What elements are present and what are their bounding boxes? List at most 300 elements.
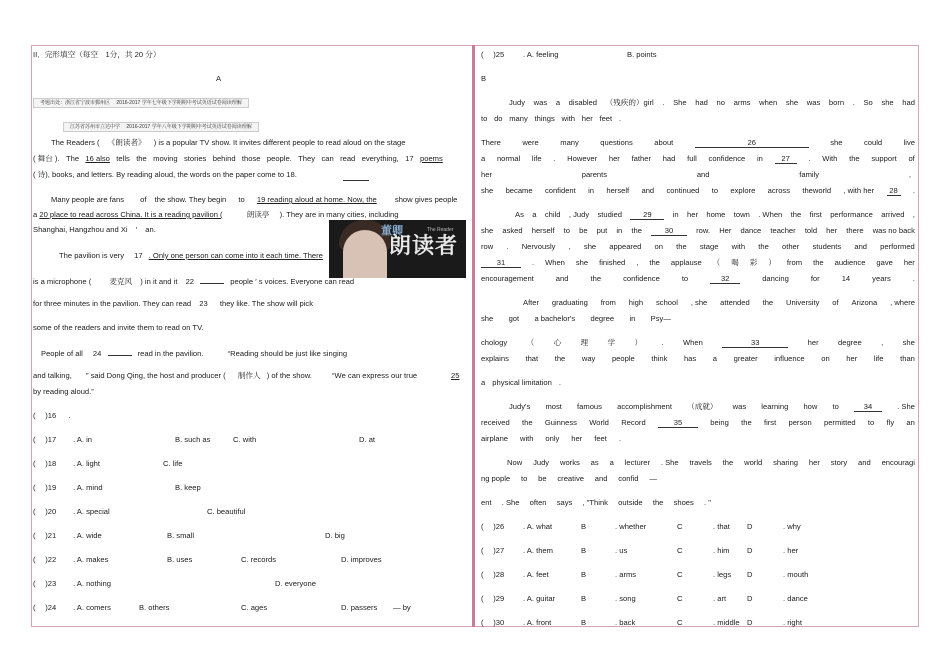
word: dance — [740, 226, 762, 235]
word: with — [519, 434, 534, 443]
word: her — [687, 210, 699, 219]
passage-line — [481, 242, 915, 252]
passage-label-a: A — [216, 74, 222, 83]
word: a — [609, 458, 614, 467]
word: the — [652, 498, 664, 507]
passage-line — [481, 154, 915, 164]
word: she — [481, 226, 494, 235]
word: airplane — [481, 434, 509, 443]
word: was — [806, 98, 821, 107]
option-text: . A. what — [523, 522, 553, 531]
word: . — [808, 154, 811, 163]
passage-label-b: B — [481, 74, 487, 83]
word: the — [741, 418, 752, 427]
word: from — [786, 258, 803, 267]
option-text: . dance — [783, 594, 808, 603]
word: encouragement — [481, 274, 534, 283]
passage-line: ( 舞台 ). The 16 also tells the moving stories behind those people. They can read everything, 17 poems — [33, 154, 443, 163]
word: row — [481, 242, 494, 251]
passage-line — [481, 170, 911, 180]
word: the — [676, 242, 687, 251]
word: encouragi — [881, 458, 915, 467]
passage-line: The Readers ( 《朗读者》 ) is a popular TV show. It invites different people to read aloud on the stage — [51, 138, 406, 147]
option-text: D — [747, 546, 753, 555]
answer-blank: 28 — [887, 186, 901, 196]
word: to — [867, 418, 875, 427]
word: Judy — [509, 98, 526, 107]
word: first — [763, 418, 777, 427]
word: to — [711, 186, 719, 195]
word: influence — [774, 354, 805, 363]
question-27[interactable] — [481, 546, 881, 556]
passage-line — [481, 354, 915, 364]
word: and — [858, 458, 871, 467]
passage-line: some of the readers and invite them to read on TV. — [33, 323, 204, 332]
word: feet — [599, 114, 613, 123]
word: think — [651, 354, 668, 363]
word: There — [481, 138, 501, 147]
word: in — [588, 186, 595, 195]
passage-line: The pavilion is very 17 . Only one person can come into it each time. There — [59, 251, 323, 260]
word: her — [571, 434, 583, 443]
word: . — [558, 378, 561, 387]
word: do — [494, 114, 503, 123]
word: attended — [720, 298, 750, 307]
show-photo — [329, 220, 466, 278]
passage-line: and talking, ” said Dong Qing, the host and producer ( 制作人 ) of the show. “We can express our true — [33, 371, 418, 380]
answer-blank — [108, 347, 132, 356]
word: normal — [496, 154, 521, 163]
question-22[interactable]: ( )22 . A. makes B. uses C. records D. improves — [33, 555, 382, 564]
word: 喝 — [731, 258, 739, 267]
word: she — [583, 242, 597, 251]
word: told — [804, 226, 818, 235]
word: life — [531, 154, 542, 163]
answer-blank: 31 — [481, 258, 521, 268]
question-20[interactable]: ( )20 . A. special C. beautiful — [33, 507, 246, 516]
option-text: B — [581, 546, 587, 555]
passage-line — [509, 98, 915, 108]
word: gave — [876, 258, 893, 267]
word: stage — [699, 242, 719, 251]
passage-line: by reading aloud.” — [33, 387, 94, 396]
word: her — [581, 114, 593, 123]
word: of — [832, 298, 839, 307]
word: Record — [621, 418, 646, 427]
word: there — [846, 226, 864, 235]
word: — — [649, 474, 657, 483]
word: physical limitation — [492, 378, 552, 387]
word: on — [821, 354, 830, 363]
word: confidence — [708, 154, 746, 163]
word: born — [828, 98, 845, 107]
word: , with her — [843, 186, 875, 195]
word: . When — [758, 210, 783, 219]
passage-line — [481, 258, 915, 268]
question-29[interactable] — [481, 594, 881, 604]
word: an — [906, 418, 915, 427]
word: about — [654, 138, 674, 147]
question-30[interactable] — [481, 618, 881, 628]
word: her — [826, 226, 838, 235]
word: she — [785, 98, 799, 107]
word: years — [872, 274, 891, 283]
word: the — [521, 418, 533, 427]
right-column — [481, 45, 915, 625]
question-number: ( )27 — [481, 546, 505, 555]
word: the — [631, 226, 642, 235]
word: , where — [890, 298, 915, 307]
word: became — [505, 186, 533, 195]
word: that — [525, 354, 539, 363]
word: dancing — [762, 274, 789, 283]
word: （ — [526, 338, 535, 347]
word: ） — [768, 258, 776, 267]
question-17[interactable]: ( )17 . A. in B. such as C. with D. at — [33, 435, 376, 444]
word: be — [538, 474, 547, 483]
word: no — [716, 98, 725, 107]
word: She — [673, 98, 687, 107]
word: 彩 — [749, 258, 758, 267]
word: as — [590, 458, 599, 467]
answer-blank: 32 — [710, 274, 740, 284]
word: Arizona — [851, 298, 878, 307]
option-text: B — [581, 618, 587, 627]
word: a — [712, 354, 718, 363]
word: most — [545, 402, 562, 411]
option-text: . mouth — [783, 570, 809, 579]
option-text: . legs — [713, 570, 732, 579]
option-text: . art — [713, 594, 727, 603]
word: on — [654, 242, 663, 251]
word: her — [903, 258, 915, 267]
question-24[interactable]: ( )24 . A. comers B. others C. ages D. passers — by — [33, 603, 411, 612]
question-25[interactable]: ( )25 . A. feeling B. points — [481, 50, 657, 59]
word: herself — [606, 186, 630, 195]
blank-25: 25 — [451, 371, 460, 380]
answer-blank: 26 — [695, 138, 809, 148]
word: her — [807, 338, 819, 347]
word: Now — [507, 458, 523, 467]
option-text: . A. guitar — [523, 594, 556, 603]
word: town — [733, 210, 750, 219]
option-text: D — [747, 594, 753, 603]
word: outside — [618, 498, 643, 507]
option-text: . arms — [615, 570, 637, 579]
passage-line — [481, 114, 621, 124]
word: . — [618, 114, 621, 123]
word: the — [554, 354, 566, 363]
passage-line — [509, 402, 915, 412]
word: to — [832, 402, 839, 411]
source-banner-2: 江苏省苏州市立达中学 2016-2017 学年八年级下学期期中考试英语试卷阅读理解 — [63, 122, 259, 132]
option-text: C — [677, 570, 683, 579]
word: with — [731, 242, 746, 251]
word: of — [908, 154, 915, 163]
word: . — [852, 98, 855, 107]
word: many — [560, 138, 579, 147]
question-number: ( )30 — [481, 618, 505, 627]
word: accomplishment — [617, 402, 672, 411]
word: （成就） — [687, 402, 718, 411]
word: With — [822, 154, 838, 163]
word: ent — [481, 498, 492, 507]
word: a — [555, 98, 561, 107]
word: her — [481, 170, 492, 179]
word: she — [481, 186, 494, 195]
word: story — [830, 458, 848, 467]
word: . — [506, 242, 509, 251]
word: in — [616, 226, 623, 235]
column-divider — [472, 45, 475, 627]
word: people — [611, 354, 635, 363]
word: be — [579, 226, 588, 235]
word: When — [545, 258, 565, 267]
word: , — [908, 170, 911, 179]
option-text: B — [581, 570, 587, 579]
word: says — [556, 498, 573, 507]
word: from — [600, 298, 616, 307]
word: 理 — [580, 338, 589, 347]
word: applause — [670, 258, 702, 267]
word: , Judy — [568, 210, 590, 219]
word: . — [912, 274, 915, 283]
option-text: C — [677, 618, 683, 627]
word: creative — [557, 474, 584, 483]
word: the — [758, 242, 769, 251]
passage-line — [515, 210, 915, 220]
option-text: . back — [615, 618, 636, 627]
word: theworld — [802, 186, 832, 195]
word: , "Think — [582, 498, 608, 507]
word: and — [854, 242, 868, 251]
word: . — [553, 154, 556, 163]
question-number: ( )28 — [481, 570, 505, 579]
word: and — [594, 474, 608, 483]
word: famous — [577, 402, 602, 411]
word: fly — [886, 418, 895, 427]
option-text: . us — [615, 546, 628, 555]
answer-blank — [200, 275, 224, 284]
word: and — [696, 170, 710, 179]
word: degree — [838, 338, 862, 347]
word: . — [531, 258, 535, 267]
word: feet — [594, 434, 607, 443]
word: Judy's — [509, 402, 531, 411]
question-28[interactable] — [481, 570, 881, 580]
word: the — [590, 274, 602, 283]
option-text: . middle — [713, 618, 740, 627]
word: , — [881, 338, 884, 347]
option-text: . why — [783, 522, 801, 531]
answer-blank — [343, 172, 369, 181]
question-23[interactable]: ( )23 . A. nothing D. everyone — [33, 579, 316, 588]
word: . — [661, 338, 664, 347]
word: 14 — [841, 274, 851, 283]
word: arrived — [881, 210, 905, 219]
word: confidence — [623, 274, 660, 283]
answer-blank: 27 — [775, 154, 797, 164]
word: shoes — [673, 498, 694, 507]
passage-line: ( 诗), books, and letters. By reading aloud, the words on the paper come to 18. — [33, 170, 297, 179]
word: were — [522, 138, 539, 147]
word: was no back — [872, 226, 915, 235]
left-column — [33, 45, 469, 625]
word: 心 — [553, 338, 562, 347]
word: she — [830, 138, 843, 147]
question-16[interactable]: ( )16 . — [33, 411, 71, 420]
word: her — [608, 154, 620, 163]
word: many — [509, 114, 528, 123]
word: to — [563, 226, 570, 235]
word: . " — [704, 498, 711, 507]
word: So — [863, 98, 873, 107]
word: for — [810, 274, 820, 283]
word: received — [481, 418, 510, 427]
passage-line: Shanghai, Hangzhou and Xi ′ an. — [33, 225, 156, 234]
word: Judy — [533, 458, 550, 467]
word: in — [672, 210, 679, 219]
word: audience — [834, 258, 866, 267]
word: sharing — [773, 458, 799, 467]
word: got — [508, 314, 520, 323]
word: she — [575, 258, 589, 267]
passage-line — [481, 378, 561, 388]
word: permitted — [823, 418, 856, 427]
option-text: B — [581, 594, 587, 603]
word: could — [863, 138, 883, 147]
word: ） — [634, 338, 643, 347]
word: in — [756, 154, 763, 163]
passage-line — [481, 226, 915, 236]
word: to — [520, 474, 528, 483]
photo-en-title: The Reader — [427, 227, 454, 233]
word: with — [561, 114, 576, 123]
word: degree — [590, 314, 615, 323]
option-text: D — [747, 618, 753, 627]
question-19[interactable]: ( )19 . A. mind B. keep — [33, 483, 201, 492]
question-21[interactable]: ( )21 . A. wide B. small D. big — [33, 531, 345, 540]
word: , — [568, 242, 571, 251]
word: performance — [830, 210, 873, 219]
word: first — [809, 210, 822, 219]
passage-line — [481, 498, 711, 508]
answer-blank: 29 — [630, 210, 664, 220]
word: （ — [712, 258, 721, 267]
word: （残疾的）girl — [605, 98, 654, 107]
word: studied — [597, 210, 622, 219]
answer-blank: 35 — [658, 418, 698, 428]
option-text: C — [677, 546, 683, 555]
word: often — [529, 498, 547, 507]
word: University — [786, 298, 820, 307]
word: However — [567, 154, 598, 163]
word: full — [687, 154, 697, 163]
word: way — [581, 354, 596, 363]
word: . — [618, 434, 621, 443]
word: . She — [501, 498, 520, 507]
question-18[interactable]: ( )18 . A. light C. life — [33, 459, 183, 468]
word: explains — [481, 354, 509, 363]
word: , she — [690, 298, 708, 307]
word: After — [523, 298, 540, 307]
word: live — [903, 138, 915, 147]
passage-line: People of all 24 read in the pavilion. “Reading should be just like singing — [41, 349, 348, 358]
word: things — [534, 114, 555, 123]
word: Nervously — [521, 242, 556, 251]
word: put — [596, 226, 608, 235]
option-text: . right — [783, 618, 802, 627]
word: . — [912, 186, 915, 195]
word: only — [545, 434, 560, 443]
passage-line — [481, 186, 915, 196]
option-text: . A. front — [523, 618, 552, 627]
word: , — [912, 210, 915, 219]
answer-blank: 33 — [722, 338, 788, 348]
option-text: . him — [713, 546, 730, 555]
word: and — [641, 186, 655, 195]
passage-line: for three minutes in the pavilion. They can read 23 they like. The show will pick — [33, 299, 313, 308]
option-text: . that — [713, 522, 730, 531]
word: performed — [880, 242, 915, 251]
word: explore — [730, 186, 756, 195]
word: Psy— — [650, 314, 671, 323]
option-text: . song — [615, 594, 636, 603]
word: 学 — [607, 338, 616, 347]
word: in — [629, 314, 636, 323]
word: she — [881, 98, 894, 107]
word: the — [722, 458, 734, 467]
word: graduating — [551, 298, 588, 307]
word: across — [767, 186, 791, 195]
word: questions — [600, 138, 633, 147]
question-number: ( )29 — [481, 594, 505, 603]
word: teacher — [770, 226, 796, 235]
word: ng pople — [481, 474, 511, 483]
word: than — [900, 354, 915, 363]
host-face — [343, 230, 387, 278]
word: , — [636, 258, 639, 267]
section-title: II．完形填空（每空 1分，共 20 分） — [33, 50, 161, 59]
word: father — [631, 154, 651, 163]
photo-show-title: 朗读者 — [389, 234, 459, 259]
word: life — [873, 354, 884, 363]
word: family — [799, 170, 820, 179]
word: high — [628, 298, 644, 307]
word: herself — [531, 226, 555, 235]
word: confid — [618, 474, 639, 483]
word: support — [871, 154, 897, 163]
option-text: . her — [783, 546, 799, 555]
word: arms — [733, 98, 751, 107]
word: disabled — [568, 98, 597, 107]
word: a — [481, 378, 486, 387]
word: learning — [761, 402, 789, 411]
word: . She — [660, 458, 679, 467]
word: parents — [581, 170, 608, 179]
word: the — [762, 298, 774, 307]
passage-line — [507, 458, 915, 468]
word: As — [515, 210, 524, 219]
passage-line — [481, 474, 657, 484]
photo-host-name: 董卿 — [381, 225, 403, 237]
word: person — [788, 418, 812, 427]
word: was — [732, 402, 747, 411]
word: greater — [733, 354, 758, 363]
word: the — [813, 258, 824, 267]
word: appeared — [609, 242, 642, 251]
question-26[interactable] — [481, 522, 881, 532]
